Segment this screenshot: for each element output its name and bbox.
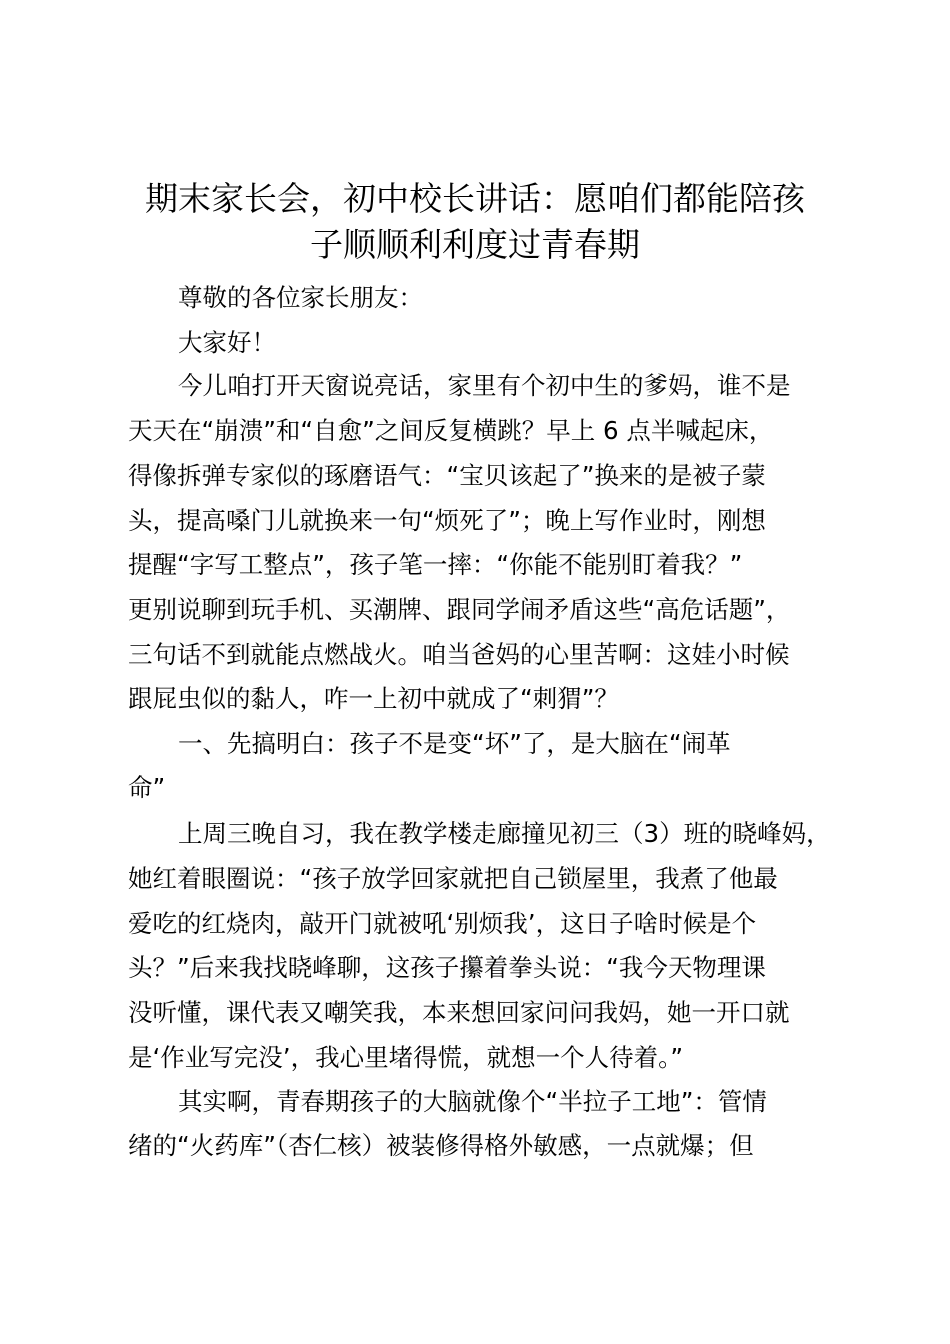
document-title-line-2: 子顺顺利利度过青春期 <box>310 225 640 264</box>
paragraph-line: 上周三晚自习，我在教学楼走廊撞见初三（3）班的晓峰妈， <box>178 819 831 848</box>
paragraph-line: 头？”后来我找晓峰聊，这孩子攥着拳头说：“我今天物理课 <box>128 953 766 982</box>
paragraph-line: 没听懂，课代表又嘲笑我，本来想回家问问我妈，她一开口就 <box>128 998 790 1027</box>
paragraph-line: 跟屁虫似的黏人，咋一上初中就成了“刺猬”？ <box>128 684 619 713</box>
paragraph-line: 其实啊，青春期孩子的大脑就像个“半拉子工地”：管情 <box>178 1087 767 1116</box>
paragraph-line: 她红着眼圈说：“孩子放学回家就把自己锁屋里，我煮了他最 <box>128 864 778 893</box>
heading-line: 命” <box>128 773 166 802</box>
paragraph-line: 是‘作业写完没’，我心里堵得慌，就想一个人待着。” <box>128 1043 684 1072</box>
paragraph-line: 爱吃的红烧肉，敲开门就被吼‘别烦我’，这日子啥时候是个 <box>128 909 757 938</box>
paragraph-line: 头，提高嗓门儿就换来一句“烦死了”；晚上写作业时，刚想 <box>128 506 766 535</box>
salutation: 尊敬的各位家长朋友： <box>178 283 423 312</box>
paragraph-line: 今儿咱打开天窗说亮话，家里有个初中生的爹妈，谁不是 <box>178 371 791 400</box>
paragraph-line: 更别说聊到玩手机、买潮牌、跟同学闹矛盾这些“高危话题”， <box>128 595 791 624</box>
paragraph-line: 提醒“字写工整点”，孩子笔一摔：“你能不能别盯着我？” <box>128 550 743 579</box>
greeting: 大家好！ <box>178 328 276 357</box>
paragraph-line: 三句话不到就能点燃战火。咱当爸妈的心里苦啊：这娃小时候 <box>128 640 790 669</box>
paragraph-line: 得像拆弹专家似的琢磨语气：“宝贝该起了”换来的是被子蒙 <box>128 461 766 490</box>
paragraph-line: 天天在“崩溃”和“自愈”之间反复横跳？早上 6 点半喊起床， <box>128 416 774 445</box>
paragraph-line: 绪的“火药库”（杏仁核）被装修得格外敏感，一点就爆；但 <box>128 1131 754 1160</box>
document-title-line-1: 期末家长会，初中校长讲话：愿咱们都能陪孩 <box>145 179 805 218</box>
heading-line: 一、先搞明白：孩子不是变“坏”了，是大脑在“闹革 <box>178 729 731 758</box>
